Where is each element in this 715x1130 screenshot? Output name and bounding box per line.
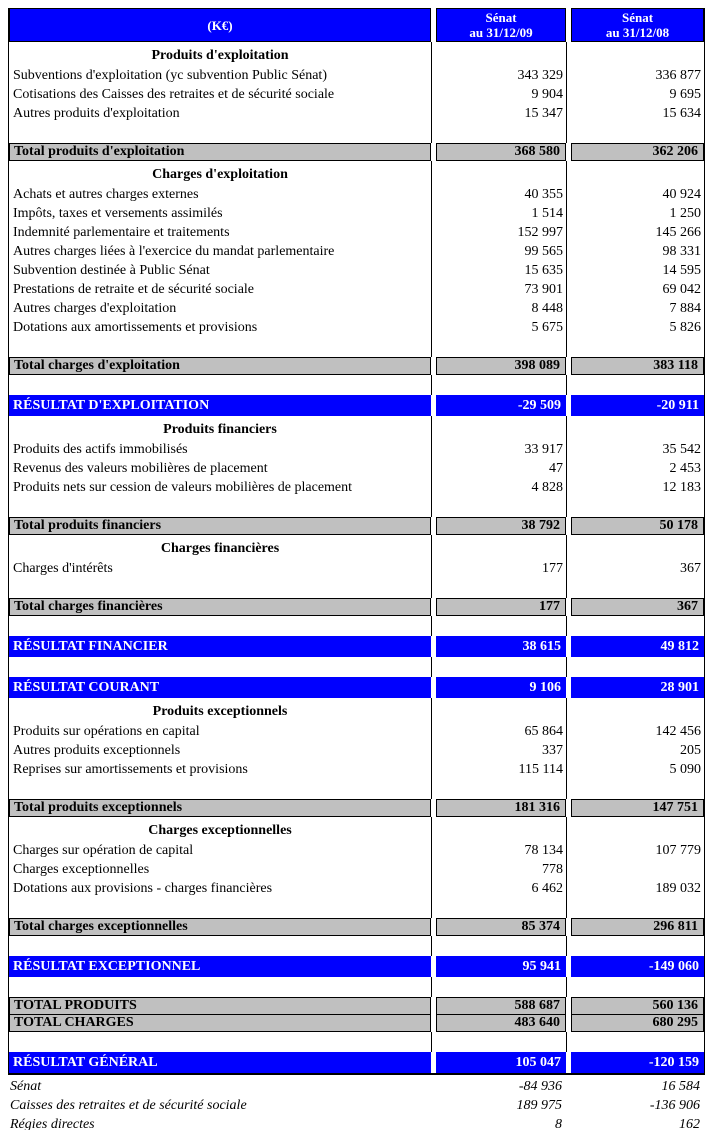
cell-label [9, 578, 431, 598]
cell-value-2009 [436, 416, 566, 440]
data-row [9, 280, 704, 299]
cell-value-2008: -149 060 [571, 956, 704, 977]
column-header-2009-line2: au 31/12/09 [469, 25, 533, 40]
cell-value-2009: 337 [542, 743, 563, 758]
cell-value-2009: 40 355 [524, 187, 563, 202]
cell-value-2008 [571, 578, 704, 598]
cell-value-2008 [571, 936, 704, 956]
spacer-row [9, 936, 704, 956]
cell-label [9, 497, 431, 517]
data-row [9, 242, 704, 261]
cell-value-2008: 296 811 [571, 918, 704, 936]
cell-value-2009 [436, 936, 566, 956]
data-row [9, 223, 704, 242]
cell-value-2009: 15 635 [524, 263, 563, 278]
cell-value-2008: 40 924 [662, 187, 701, 202]
spacer-row [9, 779, 704, 799]
total-row [9, 1014, 704, 1032]
cell-value-2008: 383 118 [571, 357, 704, 375]
result-row [9, 636, 704, 657]
cell-value-2008 [571, 860, 704, 879]
cell-value-2008: -120 159 [571, 1052, 704, 1073]
cell-value-2009: -84 936 [518, 1079, 562, 1094]
cell-label: Charges d'exploitation [152, 167, 288, 182]
cell-value-2008: 336 877 [655, 68, 701, 83]
cell-value-2008: 362 206 [571, 143, 704, 161]
cell-label: Charges exceptionnelles [13, 862, 150, 877]
cell-value-2009: 9 106 [436, 677, 566, 698]
cell-label: Charges sur opération de capital [13, 843, 194, 858]
cell-value-2008: 205 [680, 743, 701, 758]
cell-label: RÉSULTAT COURANT [9, 677, 431, 698]
data-row [9, 760, 704, 779]
cell-value-2009: 4 828 [531, 480, 563, 495]
cell-label: RÉSULTAT FINANCIER [9, 636, 431, 657]
data-row [9, 104, 704, 123]
cell-value-2009 [436, 657, 566, 677]
cell-value-2008: 680 295 [571, 1014, 704, 1032]
column-header-2009-line1: Sénat [485, 10, 517, 25]
cell-value-2008: 147 751 [571, 799, 704, 817]
cell-label: Indemnité parlementaire et traitements [13, 225, 230, 240]
table-body [9, 42, 704, 1073]
cell-label: Autres charges d'exploitation [13, 301, 177, 316]
column-header-2008-line1: Sénat [621, 10, 654, 25]
data-row [9, 559, 704, 578]
result-row [9, 395, 704, 416]
cell-label [9, 375, 431, 395]
spacer-row [9, 337, 704, 357]
cell-value-2008 [571, 337, 704, 357]
cell-label: Total charges d'exploitation [9, 357, 431, 375]
cell-label: Produits d'exploitation [151, 48, 289, 63]
cell-value-2008: 7 884 [669, 301, 701, 316]
data-row [9, 722, 704, 741]
cell-value-2008: 5 090 [669, 762, 701, 777]
cell-value-2009: 38 792 [436, 517, 566, 535]
cell-label: Dotations aux amortissements et provisions [13, 320, 258, 335]
cell-value-2008: 2 453 [669, 461, 701, 476]
section-row [9, 416, 704, 440]
cell-label: Charges exceptionnelles [148, 823, 292, 838]
cell-value-2009: 105 047 [436, 1052, 566, 1073]
cell-label: Autres charges liées à l'exercice du mandat parlementaire [13, 244, 335, 259]
cell-value-2009: 99 565 [524, 244, 563, 259]
cell-label: Dotations aux provisions - charges financières [13, 881, 273, 896]
cell-label: Total produits d'exploitation [9, 143, 431, 161]
section-row [9, 698, 704, 722]
cell-value-2009 [436, 497, 566, 517]
spacer-row [9, 1032, 704, 1052]
cell-value-2009 [436, 1032, 566, 1052]
cell-value-2008: 367 [571, 598, 704, 616]
cell-label [9, 977, 431, 997]
cell-value-2008: 12 183 [662, 480, 701, 495]
unit-label: (K€) [207, 17, 233, 33]
cell-value-2009: 5 675 [531, 320, 563, 335]
spacer-row [9, 497, 704, 517]
cell-value-2009: 15 347 [524, 106, 563, 121]
footnotes [8, 1077, 705, 1130]
total-row [9, 598, 704, 616]
cell-value-2009 [436, 578, 566, 598]
cell-label: Total charges financières [9, 598, 431, 616]
cell-label: RÉSULTAT GÉNÉRAL [9, 1052, 431, 1073]
cell-label: Produits nets sur cession de valeurs mobilières de placement [13, 480, 353, 495]
cell-value-2009 [436, 161, 566, 185]
cell-value-2008 [571, 416, 704, 440]
cell-label: Régies directes [10, 1117, 95, 1130]
result-row [9, 956, 704, 977]
cell-label: Achats et autres charges externes [13, 187, 199, 202]
cell-value-2008: 14 595 [662, 263, 701, 278]
cell-label: Caisses des retraites et de sécurité sociale [10, 1098, 247, 1113]
cell-value-2008 [571, 817, 704, 841]
data-row [9, 879, 704, 898]
cell-value-2009: 398 089 [436, 357, 566, 375]
cell-value-2008: -136 906 [649, 1098, 700, 1113]
cell-value-2009: 85 374 [436, 918, 566, 936]
cell-label: TOTAL CHARGES [9, 1014, 431, 1032]
cell-label: Subvention destinée à Public Sénat [13, 263, 210, 278]
cell-label [9, 779, 431, 799]
data-row [9, 478, 704, 497]
total-row [9, 143, 704, 161]
cell-label: TOTAL PRODUITS [9, 997, 431, 1015]
cell-label: Sénat [10, 1079, 42, 1094]
cell-label: Prestations de retraite et de sécurité sociale [13, 282, 255, 297]
cell-label: RÉSULTAT D'EXPLOITATION [9, 395, 431, 416]
cell-value-2009 [436, 123, 566, 143]
cell-value-2008 [571, 898, 704, 918]
cell-label: Subventions d'exploitation (yc subvention Public Sénat) [13, 68, 327, 83]
total-row [9, 357, 704, 375]
cell-value-2008 [571, 698, 704, 722]
data-row [9, 85, 704, 104]
footer-row [8, 1115, 705, 1130]
spacer-row [9, 123, 704, 143]
section-row [9, 817, 704, 841]
cell-value-2008 [571, 779, 704, 799]
cell-value-2008: -20 911 [571, 395, 704, 416]
data-row [9, 299, 704, 318]
spacer-row [9, 977, 704, 997]
cell-value-2008: 49 812 [571, 636, 704, 657]
cell-value-2008: 560 136 [571, 997, 704, 1015]
data-row [9, 841, 704, 860]
cell-value-2009: 588 687 [436, 997, 566, 1015]
cell-value-2008: 50 178 [571, 517, 704, 535]
cell-value-2008 [571, 535, 704, 559]
cell-value-2008 [571, 497, 704, 517]
cell-label: Autres produits d'exploitation [13, 106, 180, 121]
cell-value-2009: 8 448 [531, 301, 563, 316]
spacer-row [9, 616, 704, 636]
data-row [9, 318, 704, 337]
cell-value-2008: 15 634 [662, 106, 701, 121]
cell-value-2009: 483 640 [436, 1014, 566, 1032]
cell-value-2009: 115 114 [518, 762, 563, 777]
cell-value-2009 [436, 42, 566, 66]
header-row [9, 8, 704, 42]
cell-value-2008: 1 250 [669, 206, 701, 221]
cell-value-2008: 367 [680, 561, 701, 576]
spacer-row [9, 657, 704, 677]
cell-value-2009 [436, 337, 566, 357]
total-row [9, 799, 704, 817]
cell-value-2009: 152 997 [517, 225, 563, 240]
cell-value-2008: 9 695 [669, 87, 701, 102]
data-row [9, 204, 704, 223]
cell-label [9, 1032, 431, 1052]
cell-value-2009: 778 [542, 862, 563, 877]
data-row [9, 185, 704, 204]
cell-value-2009: 9 904 [531, 87, 563, 102]
cell-label: Total charges exceptionnelles [9, 918, 431, 936]
cell-label: Reprises sur amortissements et provisions [13, 762, 248, 777]
cell-value-2008: 69 042 [662, 282, 701, 297]
cell-value-2009: 177 [436, 598, 566, 616]
section-row [9, 535, 704, 559]
cell-value-2009: 181 316 [436, 799, 566, 817]
cell-label [9, 123, 431, 143]
cell-label: Produits sur opérations en capital [13, 724, 200, 739]
cell-value-2009 [436, 898, 566, 918]
result-row [9, 1052, 704, 1073]
cell-value-2009: 38 615 [436, 636, 566, 657]
cell-value-2008: 145 266 [655, 225, 701, 240]
column-header-2008-line2: au 31/12/08 [605, 25, 670, 40]
cell-label: Autres produits exceptionnels [13, 743, 181, 758]
cell-label: Produits exceptionnels [152, 704, 288, 719]
cell-value-2009 [436, 698, 566, 722]
data-row [9, 440, 704, 459]
cell-label: Total produits financiers [9, 517, 431, 535]
spacer-row [9, 898, 704, 918]
cell-value-2008 [571, 161, 704, 185]
cell-value-2009 [436, 779, 566, 799]
cell-value-2009: 189 975 [516, 1098, 562, 1113]
cell-value-2008: 107 779 [655, 843, 701, 858]
result-row [9, 677, 704, 698]
total-row [9, 918, 704, 936]
cell-value-2009: 73 901 [524, 282, 563, 297]
footer-row [8, 1077, 705, 1096]
cell-value-2009 [436, 535, 566, 559]
cell-value-2009: 343 329 [517, 68, 563, 83]
cell-value-2009 [436, 616, 566, 636]
cell-value-2009: 33 917 [524, 442, 563, 457]
cell-label: Revenus des valeurs mobilières de placement [13, 461, 268, 476]
data-row [9, 860, 704, 879]
data-row [9, 741, 704, 760]
cell-value-2009: 6 462 [531, 881, 563, 896]
cell-value-2008 [571, 123, 704, 143]
cell-value-2009 [436, 375, 566, 395]
cell-label [9, 898, 431, 918]
cell-value-2008: 189 032 [655, 881, 701, 896]
section-row [9, 161, 704, 185]
cell-value-2008 [571, 657, 704, 677]
cell-label [9, 936, 431, 956]
cell-value-2008 [571, 1032, 704, 1052]
footer-row [8, 1096, 705, 1115]
cell-value-2009: 47 [549, 461, 563, 476]
unit-header-cell [9, 8, 431, 42]
section-row [9, 42, 704, 66]
data-row [9, 66, 704, 85]
cell-label [9, 657, 431, 677]
cell-value-2009: 65 864 [524, 724, 563, 739]
cell-label: Charges financières [160, 541, 280, 556]
cell-label: Impôts, taxes et versements assimilés [13, 206, 223, 221]
cell-value-2009: 1 514 [531, 206, 563, 221]
cell-value-2008: 162 [679, 1117, 700, 1130]
cell-label [9, 337, 431, 357]
data-row [9, 459, 704, 478]
spacer-row [9, 578, 704, 598]
cell-value-2008: 142 456 [655, 724, 701, 739]
cell-value-2008: 28 901 [571, 677, 704, 698]
column-header-2008 [571, 8, 704, 42]
cell-value-2009: 95 941 [436, 956, 566, 977]
cell-label: Cotisations des Caisses des retraites et de sécurité sociale [13, 87, 335, 102]
cell-label: RÉSULTAT EXCEPTIONNEL [9, 956, 431, 977]
cell-value-2009: 8 [555, 1117, 562, 1130]
cell-label: Produits des actifs immobilisés [13, 442, 188, 457]
cell-value-2009: 78 134 [524, 843, 563, 858]
cell-label: Total produits exceptionnels [9, 799, 431, 817]
cell-value-2009 [436, 817, 566, 841]
cell-value-2008 [571, 375, 704, 395]
data-row [9, 261, 704, 280]
cell-value-2008: 5 826 [669, 320, 701, 335]
spacer-row [9, 375, 704, 395]
cell-label [9, 616, 431, 636]
cell-value-2008: 98 331 [662, 244, 701, 259]
cell-value-2009 [436, 977, 566, 997]
cell-value-2009: 368 580 [436, 143, 566, 161]
cell-label: Produits financiers [163, 422, 277, 437]
cell-value-2009: -29 509 [436, 395, 566, 416]
cell-value-2008 [571, 616, 704, 636]
cell-value-2008 [571, 42, 704, 66]
cell-label: Charges d'intérêts [13, 561, 113, 576]
total-row [9, 997, 704, 1015]
column-header-2009 [436, 8, 566, 42]
cell-value-2009: 177 [542, 561, 563, 576]
cell-value-2008 [571, 977, 704, 997]
total-row [9, 517, 704, 535]
cell-value-2008: 35 542 [662, 442, 701, 457]
income-statement-table [8, 8, 705, 1075]
cell-value-2008: 16 584 [661, 1079, 700, 1094]
